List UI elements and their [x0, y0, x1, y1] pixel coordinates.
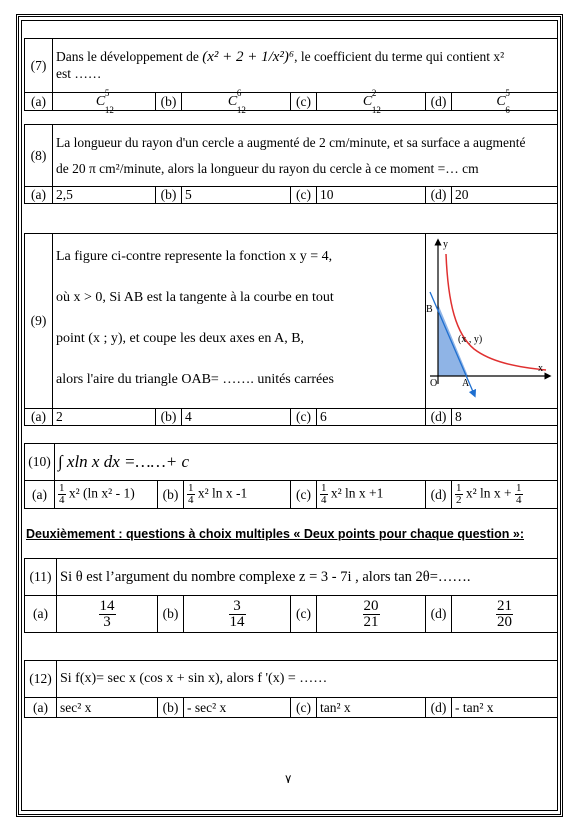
numerator: 14: [99, 597, 115, 614]
option-b[interactable]: [184, 481, 291, 509]
stem-line: La longueur du rayon d'un cercle a augmenté de 2 cm/minute, et sa surface a augmenté: [56, 134, 526, 150]
x-label: x: [538, 363, 544, 374]
binomial-sub: 12: [371, 105, 381, 115]
question-number: (11): [25, 559, 57, 596]
option-a[interactable]: 2,5: [53, 187, 156, 204]
option-label: (c): [291, 596, 317, 633]
question-12: [24, 660, 558, 718]
question-number: (10): [25, 444, 55, 481]
option-label: (b): [156, 93, 182, 111]
option-a[interactable]: sec² x: [57, 698, 158, 718]
numerator: 1: [188, 482, 194, 494]
option-label: (a): [25, 698, 57, 718]
fraction: [455, 483, 463, 506]
option-d[interactable]: [452, 88, 558, 115]
denominator: 4: [59, 494, 65, 506]
option-c[interactable]: 6: [317, 409, 426, 426]
point-b-label: B: [426, 304, 433, 315]
option-a[interactable]: 2: [53, 409, 156, 426]
option-b[interactable]: [182, 88, 291, 115]
hyperbola-figure: [426, 234, 556, 404]
option-label: (a): [25, 481, 55, 509]
denominator: 4: [321, 494, 327, 506]
denominator: 21: [363, 613, 379, 630]
fraction: [320, 483, 328, 506]
option-text: x² ln x +: [465, 485, 512, 501]
denominator: 4: [188, 494, 194, 506]
option-label: (c): [291, 187, 317, 204]
question-stem: [53, 234, 426, 409]
question-stem: [53, 39, 558, 93]
origin-label: O: [430, 378, 438, 389]
stem-line: La figure ci-contre represente la fonction x y = 4,: [56, 249, 333, 264]
option-a[interactable]: [53, 88, 156, 115]
fraction: [363, 599, 380, 630]
fraction: [58, 483, 66, 506]
option-label: (d): [426, 187, 452, 204]
numerator: 1: [456, 482, 462, 494]
question-stem: Si θ est l’argument du nombre complexe z = 3 - 7i , alors tan 2θ=…….: [57, 559, 558, 596]
option-label: (c): [291, 409, 317, 426]
option-b[interactable]: 5: [182, 187, 291, 204]
fraction: [187, 483, 195, 506]
stem-line: point (x ; y), et coupe les deux axes en A, B,: [56, 331, 305, 346]
binomial-c: C: [362, 94, 373, 109]
binomial: [362, 88, 381, 115]
denominator: 4: [516, 494, 522, 506]
stem-text: , le coefficient du terme qui contient x²: [294, 49, 505, 64]
option-d[interactable]: [452, 596, 558, 633]
option-text: x² ln x +1: [330, 485, 384, 501]
option-label: (b): [158, 596, 184, 633]
option-c[interactable]: [317, 596, 426, 633]
numerator: 20: [363, 597, 379, 614]
binomial-sub: 12: [104, 105, 114, 115]
binomial-sub: 6: [505, 105, 510, 115]
binomial-c: C: [496, 94, 506, 109]
option-d[interactable]: - tan² x: [452, 698, 558, 718]
hyperbola-curve: [446, 254, 546, 370]
option-b[interactable]: 4: [182, 409, 291, 426]
fraction: [515, 483, 523, 506]
section-title: Deuxièmement : questions à choix multiples « Deux points pour chaque question »:: [26, 527, 525, 541]
denominator: 14: [229, 613, 245, 630]
option-a[interactable]: [57, 596, 158, 633]
binomial-sup: 5: [104, 88, 110, 98]
numerator: 3: [229, 599, 246, 615]
numerator: 21: [497, 597, 513, 614]
option-label: (a): [25, 409, 53, 426]
question-9: [24, 233, 558, 426]
option-label: (c): [291, 481, 317, 509]
binomial: [496, 88, 512, 115]
numerator: 1: [321, 482, 327, 494]
denominator: 20: [497, 613, 513, 630]
binomial-sub: 12: [236, 105, 246, 115]
stem-text: Dans le développement de: [56, 49, 199, 64]
option-d[interactable]: 20: [452, 187, 558, 204]
figure-cell: [426, 234, 558, 409]
y-label: y: [443, 239, 449, 250]
question-10: [24, 443, 558, 509]
binomial-c: C: [227, 94, 238, 109]
option-c[interactable]: [317, 481, 426, 509]
binomial-sup: 5: [505, 88, 510, 98]
option-text: x² ln x -1: [197, 485, 248, 501]
option-label: (d): [426, 409, 452, 426]
option-label: (b): [158, 481, 184, 509]
numerator: 1: [516, 482, 522, 494]
option-label: (b): [156, 409, 182, 426]
option-label: (a): [25, 596, 57, 633]
binomial-sup: 6: [236, 88, 242, 98]
binomial: [227, 88, 246, 115]
options-row: [25, 93, 558, 111]
option-a[interactable]: [55, 481, 158, 509]
binomial-sup: 2: [371, 88, 377, 98]
question-7: [24, 38, 558, 115]
option-label: (d): [426, 698, 452, 718]
denominator: 2: [456, 494, 462, 506]
page-number: ٧: [285, 772, 292, 786]
option-d[interactable]: 8: [452, 409, 558, 426]
option-label: (c): [291, 698, 317, 718]
question-number: (8): [25, 125, 53, 187]
point-xy-label: (x , y): [458, 334, 483, 345]
binomial-c: C: [95, 94, 106, 109]
stem-line: alors l'aire du triangle OAB= ……. unités carrées: [56, 372, 334, 387]
option-label: (c): [291, 93, 317, 111]
binomial: [95, 88, 114, 115]
option-label: (d): [426, 481, 452, 509]
fraction: [99, 599, 116, 630]
option-c[interactable]: tan² x: [317, 698, 426, 718]
fraction: [229, 599, 246, 630]
question-11: [24, 558, 558, 633]
numerator: 1: [59, 482, 65, 494]
question-number: (9): [25, 234, 53, 409]
option-b[interactable]: [184, 596, 291, 633]
denominator: 3: [103, 613, 111, 630]
integral-expression: ∫ xln x dx =……+ c: [55, 444, 558, 481]
option-label: (b): [158, 698, 184, 718]
option-c[interactable]: [317, 88, 426, 115]
question-8: [24, 124, 558, 204]
option-label: (d): [426, 596, 452, 633]
option-d[interactable]: [452, 481, 558, 509]
point-a-label: A: [462, 378, 470, 389]
option-label: (a): [25, 187, 53, 204]
question-stem: Si f(x)= sec x (cos x + sin x), alors f '(x) = ……: [57, 661, 558, 698]
question-number: (7): [25, 39, 53, 93]
fraction: [496, 599, 513, 630]
option-b[interactable]: - sec² x: [184, 698, 291, 718]
stem-line: où x > 0, Si AB est la tangente à la courbe en tout: [56, 290, 334, 305]
question-stem: [53, 125, 558, 187]
stem-expression: (x² + 2 + 1/x²)⁶: [202, 49, 295, 65]
option-label: (a): [25, 93, 53, 111]
option-text: x² (ln x² - 1): [68, 485, 135, 501]
option-c[interactable]: 10: [317, 187, 426, 204]
question-number: (12): [25, 661, 57, 698]
option-label: (d): [426, 93, 452, 111]
option-label: (b): [156, 187, 182, 204]
stem-text: est ……: [56, 66, 102, 81]
stem-line: de 20 π cm²/minute, alors la longueur du rayon du cercle à ce moment =… cm: [56, 160, 479, 176]
